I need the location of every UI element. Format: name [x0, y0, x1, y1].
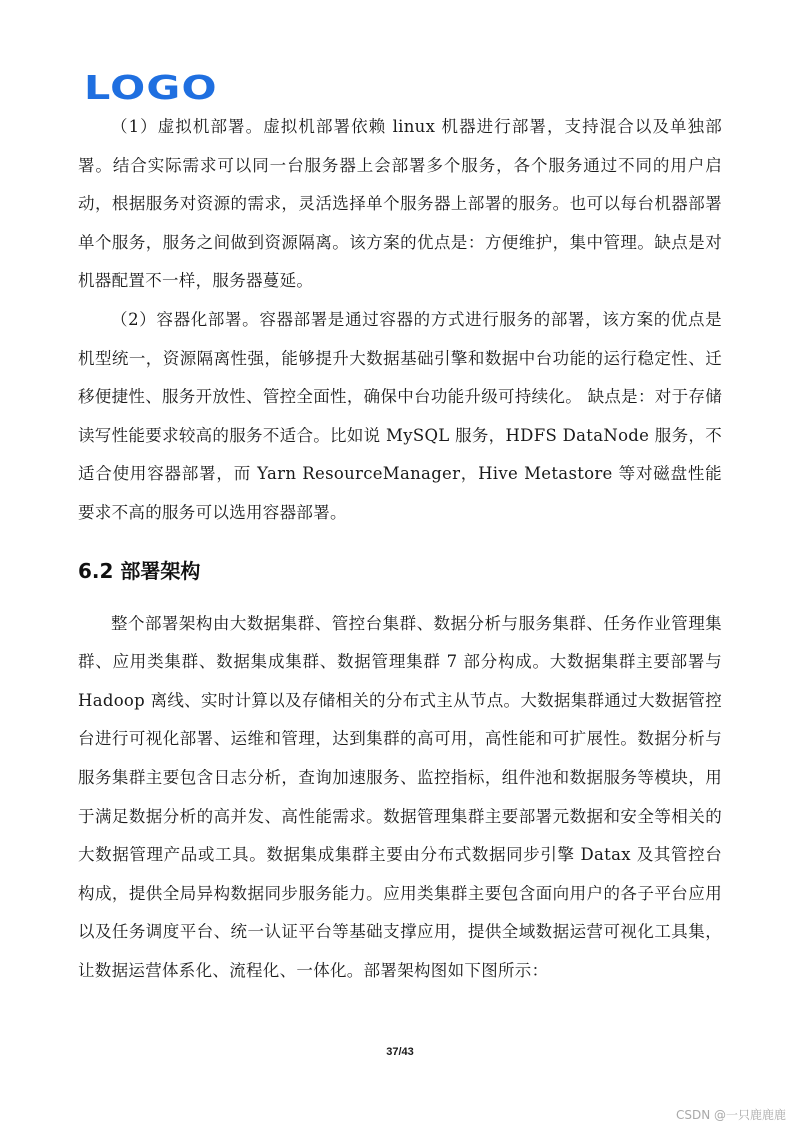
logo: LOGO [84, 68, 218, 107]
watermark: CSDN @一只鹿鹿鹿 [675, 1108, 786, 1122]
section-heading: 6.2 部署架构 [78, 558, 201, 583]
paragraph-deployment-architecture: 整个部署架构由大数据集群、管控台集群、数据分析与服务集群、任务作业管理集群、应用类集群、数据集成集群、数据管理集群 7 部分构成。大数据集群主要部署与 Hadoop 离线、实时计算以及存储相关的分布式主从节点。大数据集群通过大数据管控台进行可视化部署、运维和管理，达到集群的高可用，高性能和可扩展性。数据分析与服务集群主要包含日志分析，查询加速服务、监控指标，组件池和数据服务等模块，用于满足数据分析的高并发、高性能需求。数据管理集群主要部署元数据和安全等相关的大数据管理产品或工具。数据集成集群主要由分布式数据同步引擎 Datax 及其管控台构成，提供全局异构数据同步服务能力。应用类集群主要包含面向用户的各子平台应用以及任务调度平台、统一认证平台等基础支撑应用，提供全域数据运营可视化工具集，让数据运营体系化、流程化、一体化。部署架构图如下图所示： [78, 613, 722, 980]
document-body [78, 108, 722, 990]
page-number: 37/43 [386, 1046, 414, 1058]
paragraph-container-deployment: （2）容器化部署。容器部署是通过容器的方式进行服务的部署，该方案的优点是机型统一，资源隔离性强，能够提升大数据基础引擎和数据中台功能的运行稳定性、迁移便捷性、服务开放性、管控全面性，确保中台功能升级可持续化。 缺点是：对于存储读写性能要求较高的服务不适合。比如说 MySQL 服务，HDFS DataNode 服务，不适合使用容器部署，而 Yarn ResourceManager，Hive Metastore 等对磁盘性能要求不高的服务可以选用容器部署。 [78, 309, 722, 522]
paragraph-vm-deployment: （1）虚拟机部署。虚拟机部署依赖 linux 机器进行部署，支持混合以及单独部署。结合实际需求可以同一台服务器上会部署多个服务，各个服务通过不同的用户启动，根据服务对资源的需求，灵活选择单个服务器上部署的服务。也可以每台机器部署单个服务，服务之间做到资源隔离。该方案的优点是：方便维护，集中管理。缺点是对机器配置不一样，服务器蔓延。 [78, 117, 722, 291]
